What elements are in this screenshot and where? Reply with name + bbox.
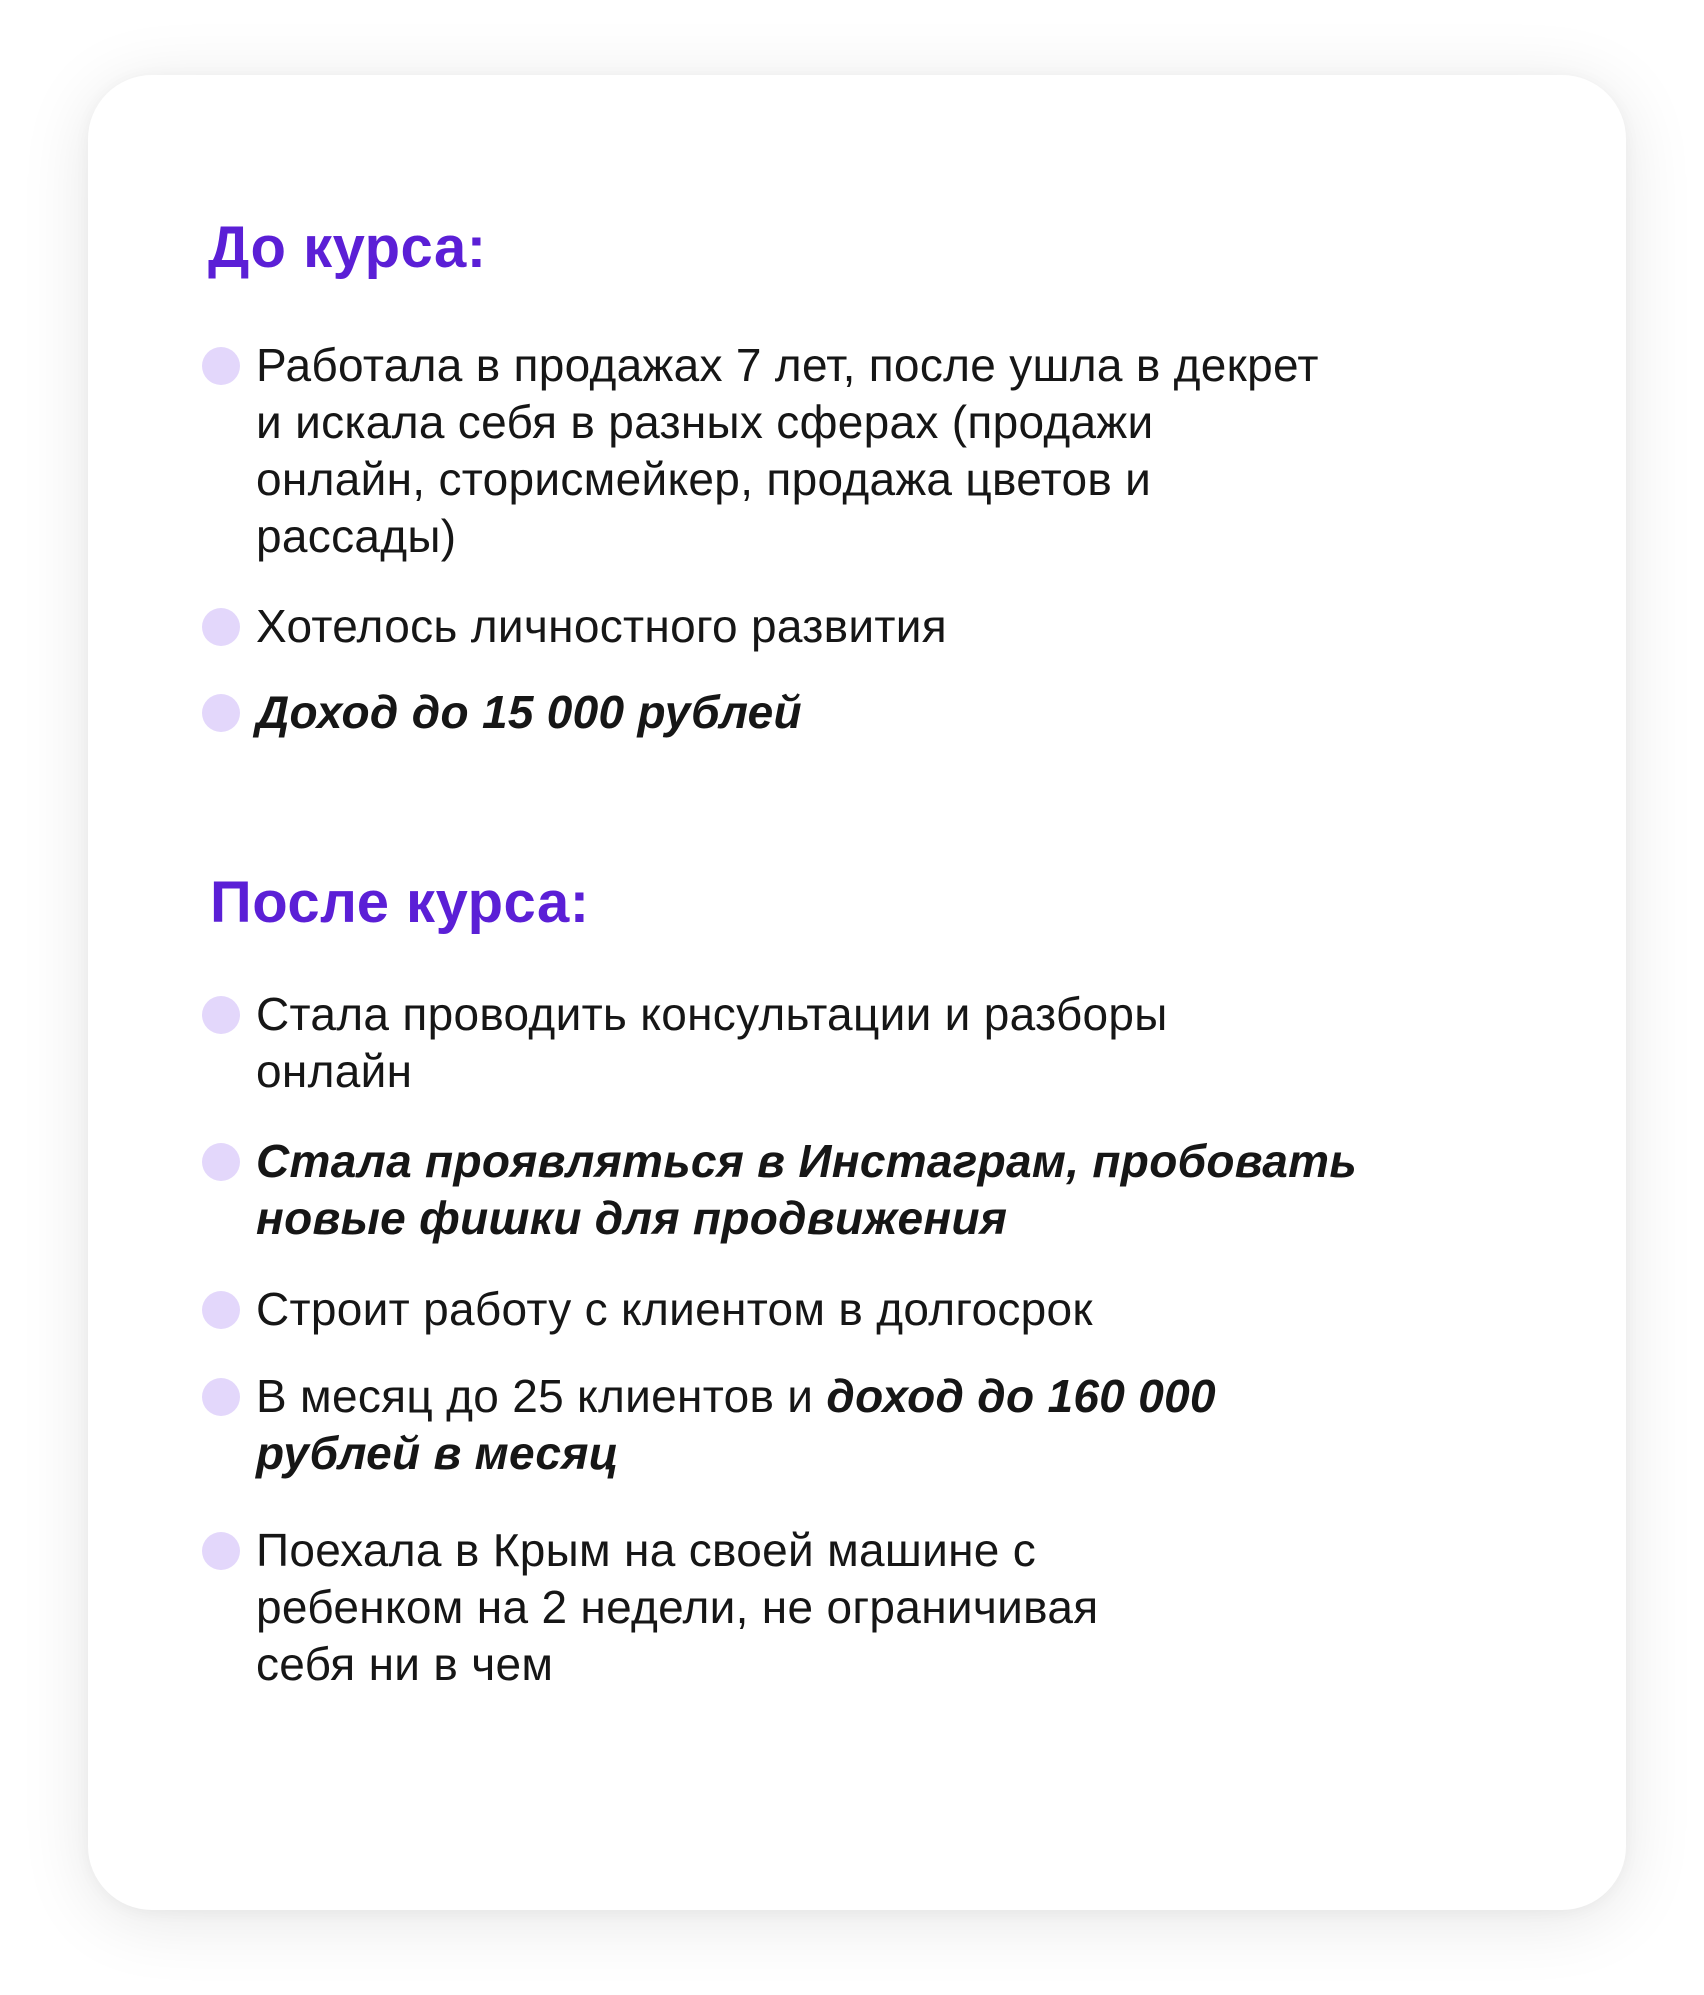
text-line: онлайн — [256, 1045, 413, 1097]
bullet-icon — [202, 1532, 240, 1570]
list-item-text — [256, 1522, 1506, 1693]
content-card — [88, 75, 1626, 1910]
income-emphasis: доход до 160 000 — [826, 1370, 1216, 1422]
bullet-icon — [202, 1378, 240, 1416]
text-line: Поехала в Крым на своей машине с — [256, 1524, 1037, 1576]
income-emphasis: рублей в месяц — [256, 1427, 619, 1479]
text-line: Стала проводить консультации и разборы — [256, 988, 1168, 1040]
list-item-text — [256, 986, 1506, 1100]
text-line: Хотелось личностного развития — [256, 600, 947, 652]
list-item-text — [256, 1133, 1506, 1247]
bullet-icon — [202, 694, 240, 732]
list-item-text — [256, 598, 1506, 655]
after-heading: После курса: — [210, 870, 590, 935]
text-line: Доход до 15 000 рублей — [256, 686, 802, 738]
before-heading: До курса: — [208, 215, 487, 280]
text-line: В месяц до 25 клиентов и — [256, 1370, 827, 1422]
text-line: и искала себя в разных сферах (продажи — [256, 396, 1154, 448]
bullet-icon — [202, 996, 240, 1034]
bullet-icon — [202, 608, 240, 646]
text-line: ребенком на 2 недели, не ограничивая — [256, 1581, 1099, 1633]
text-line: рассады) — [256, 510, 457, 562]
list-item-text — [256, 1281, 1506, 1338]
list-item-text — [256, 1368, 1506, 1482]
bullet-icon — [202, 1143, 240, 1181]
text-line: Работала в продажах 7 лет, после ушла в декрет — [256, 339, 1319, 391]
bullet-icon — [202, 1291, 240, 1329]
bullet-icon — [202, 347, 240, 385]
text-line: Строит работу с клиентом в долгосрок — [256, 1283, 1093, 1335]
text-line: Стала проявляться в Инстаграм, пробовать — [256, 1135, 1357, 1187]
text-line: себя ни в чем — [256, 1638, 554, 1690]
text-line: новые фишки для продвижения — [256, 1192, 1008, 1244]
text-line: онлайн, сторисмейкер, продажа цветов и — [256, 453, 1152, 505]
list-item-text — [256, 684, 1506, 741]
list-item-text — [256, 337, 1506, 565]
